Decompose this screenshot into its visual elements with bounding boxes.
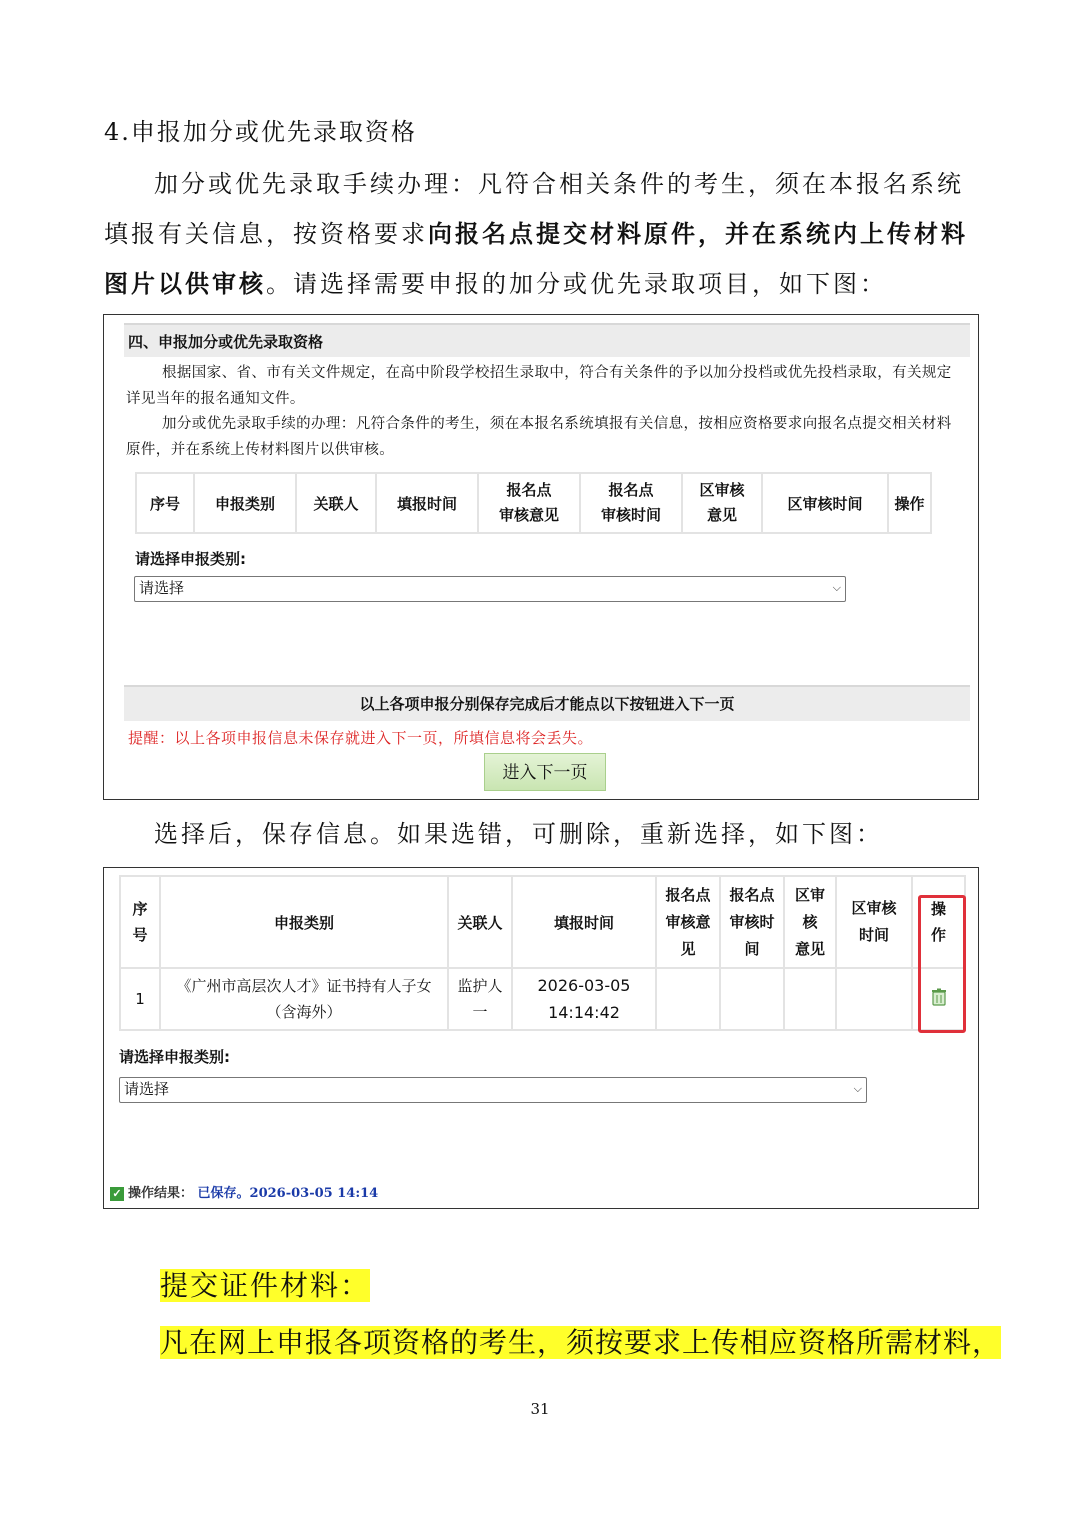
category-select-value: 请选择	[139, 579, 185, 597]
next-page-hint-bar: 以上各项申报分别保存完成后才能点以下按钮进入下一页	[124, 685, 970, 721]
after-select-paragraph: 选择后，保存信息。如果选错，可删除，重新选择，如下图：	[154, 820, 883, 848]
materials-heading	[160, 1266, 370, 1306]
col-point-time: 报名点 审核时 间	[720, 876, 784, 968]
form-section-title: 四、申报加分或优先录取资格	[124, 323, 970, 357]
row-category: 《广州市高层次人才》证书持有人子女（含海外）	[160, 968, 448, 1030]
category-select[interactable]	[119, 1077, 867, 1103]
row-date: 2026-03-05	[537, 976, 631, 995]
col-district-opinion: 区审核 意见	[682, 473, 762, 533]
row-index: 1	[120, 968, 160, 1030]
col-point-opinion: 报名点 审核意 见	[656, 876, 720, 968]
chevron-down-icon: ⌵	[853, 1082, 862, 1095]
col-district-time: 区审核 时间	[836, 876, 912, 968]
form-description-2: 加分或优先录取手续的办理：凡符合条件的考生，须在本报名系统填报有关信息，按相应资格要求向报名点提交相关材料原件，并在系统上传材料图片以供审核。	[126, 416, 952, 458]
unsaved-warning: 提醒：以上各项申报信息未保存就进入下一页，所填信息将会丢失。	[128, 729, 594, 747]
result-value: 已保存。2026-03-05 14:14	[197, 1186, 379, 1201]
row-fill-time	[512, 968, 656, 1030]
col-district-opinion: 区审 核 意见	[784, 876, 836, 968]
materials-heading-text: 提交证件材料：	[160, 1269, 371, 1302]
table-row	[120, 968, 965, 1030]
col-point-opinion: 报名点 审核意见	[478, 473, 580, 533]
col-action: 操作	[888, 473, 931, 533]
intro-text-a: 加分或优先录取手续办理：凡符合相关条件的考生，须在本报名系统填报有关信息，按资格要求	[104, 170, 964, 248]
col-index: 序号	[136, 473, 194, 533]
check-icon: ✓	[110, 1187, 124, 1201]
apply-table-header	[135, 472, 932, 534]
row-point-time	[720, 968, 784, 1030]
intro-text-c: 。请选择需要申报的加分或优先录取项目，如下图：	[266, 270, 887, 298]
form-description	[126, 361, 962, 463]
category-select-label: 请选择申报类别:	[135, 550, 246, 568]
row-district-time	[836, 968, 912, 1030]
action-column-highlight	[918, 895, 966, 1033]
figure-apply-form	[103, 314, 979, 800]
col-district-time: 区审核时间	[762, 473, 888, 533]
col-related: 关联人	[296, 473, 376, 533]
category-select-label: 请选择申报类别:	[119, 1048, 230, 1066]
intro-text-bold: 向报名点提交材料原件，并在系统内上传材料图片以供审核	[104, 219, 968, 298]
figure-saved-record	[103, 867, 979, 1209]
form-description-1: 根据国家、省、市有关文件规定，在高中阶段学校招生录取中，符合有关条件的予以加分投档或优先投档录取，有关规定详见当年的报名通知文件。	[126, 365, 952, 407]
col-related: 关联人	[448, 876, 512, 968]
operation-result	[110, 1182, 378, 1201]
col-point-time: 报名点 审核时间	[580, 473, 682, 533]
col-fill-time: 填报时间	[512, 876, 656, 968]
row-district-opinion	[784, 968, 836, 1030]
col-index: 序 号	[120, 876, 160, 968]
col-action: 操 作	[912, 876, 965, 968]
row-point-opinion	[656, 968, 720, 1030]
row-time: 14:14:42	[548, 1003, 620, 1022]
materials-paragraph-text: 凡在网上申报各项资格的考生，须按要求上传相应资格所需材料，	[160, 1326, 1002, 1359]
chevron-down-icon: ⌵	[832, 581, 841, 594]
col-category: 申报类别	[194, 473, 296, 533]
col-fill-time: 填报时间	[376, 473, 478, 533]
intro-paragraph	[104, 160, 978, 309]
category-select-value: 请选择	[124, 1080, 170, 1098]
saved-record-table	[119, 875, 966, 1031]
materials-paragraph	[160, 1322, 1001, 1364]
result-label: 操作结果：	[128, 1186, 194, 1201]
category-select[interactable]	[134, 576, 846, 602]
page-number: 31	[530, 1400, 550, 1418]
row-related: 监护人一	[448, 968, 512, 1030]
section-heading: 4.申报加分或优先录取资格	[104, 118, 417, 146]
next-page-button[interactable]: 进入下一页	[484, 753, 606, 791]
col-category: 申报类别	[160, 876, 448, 968]
